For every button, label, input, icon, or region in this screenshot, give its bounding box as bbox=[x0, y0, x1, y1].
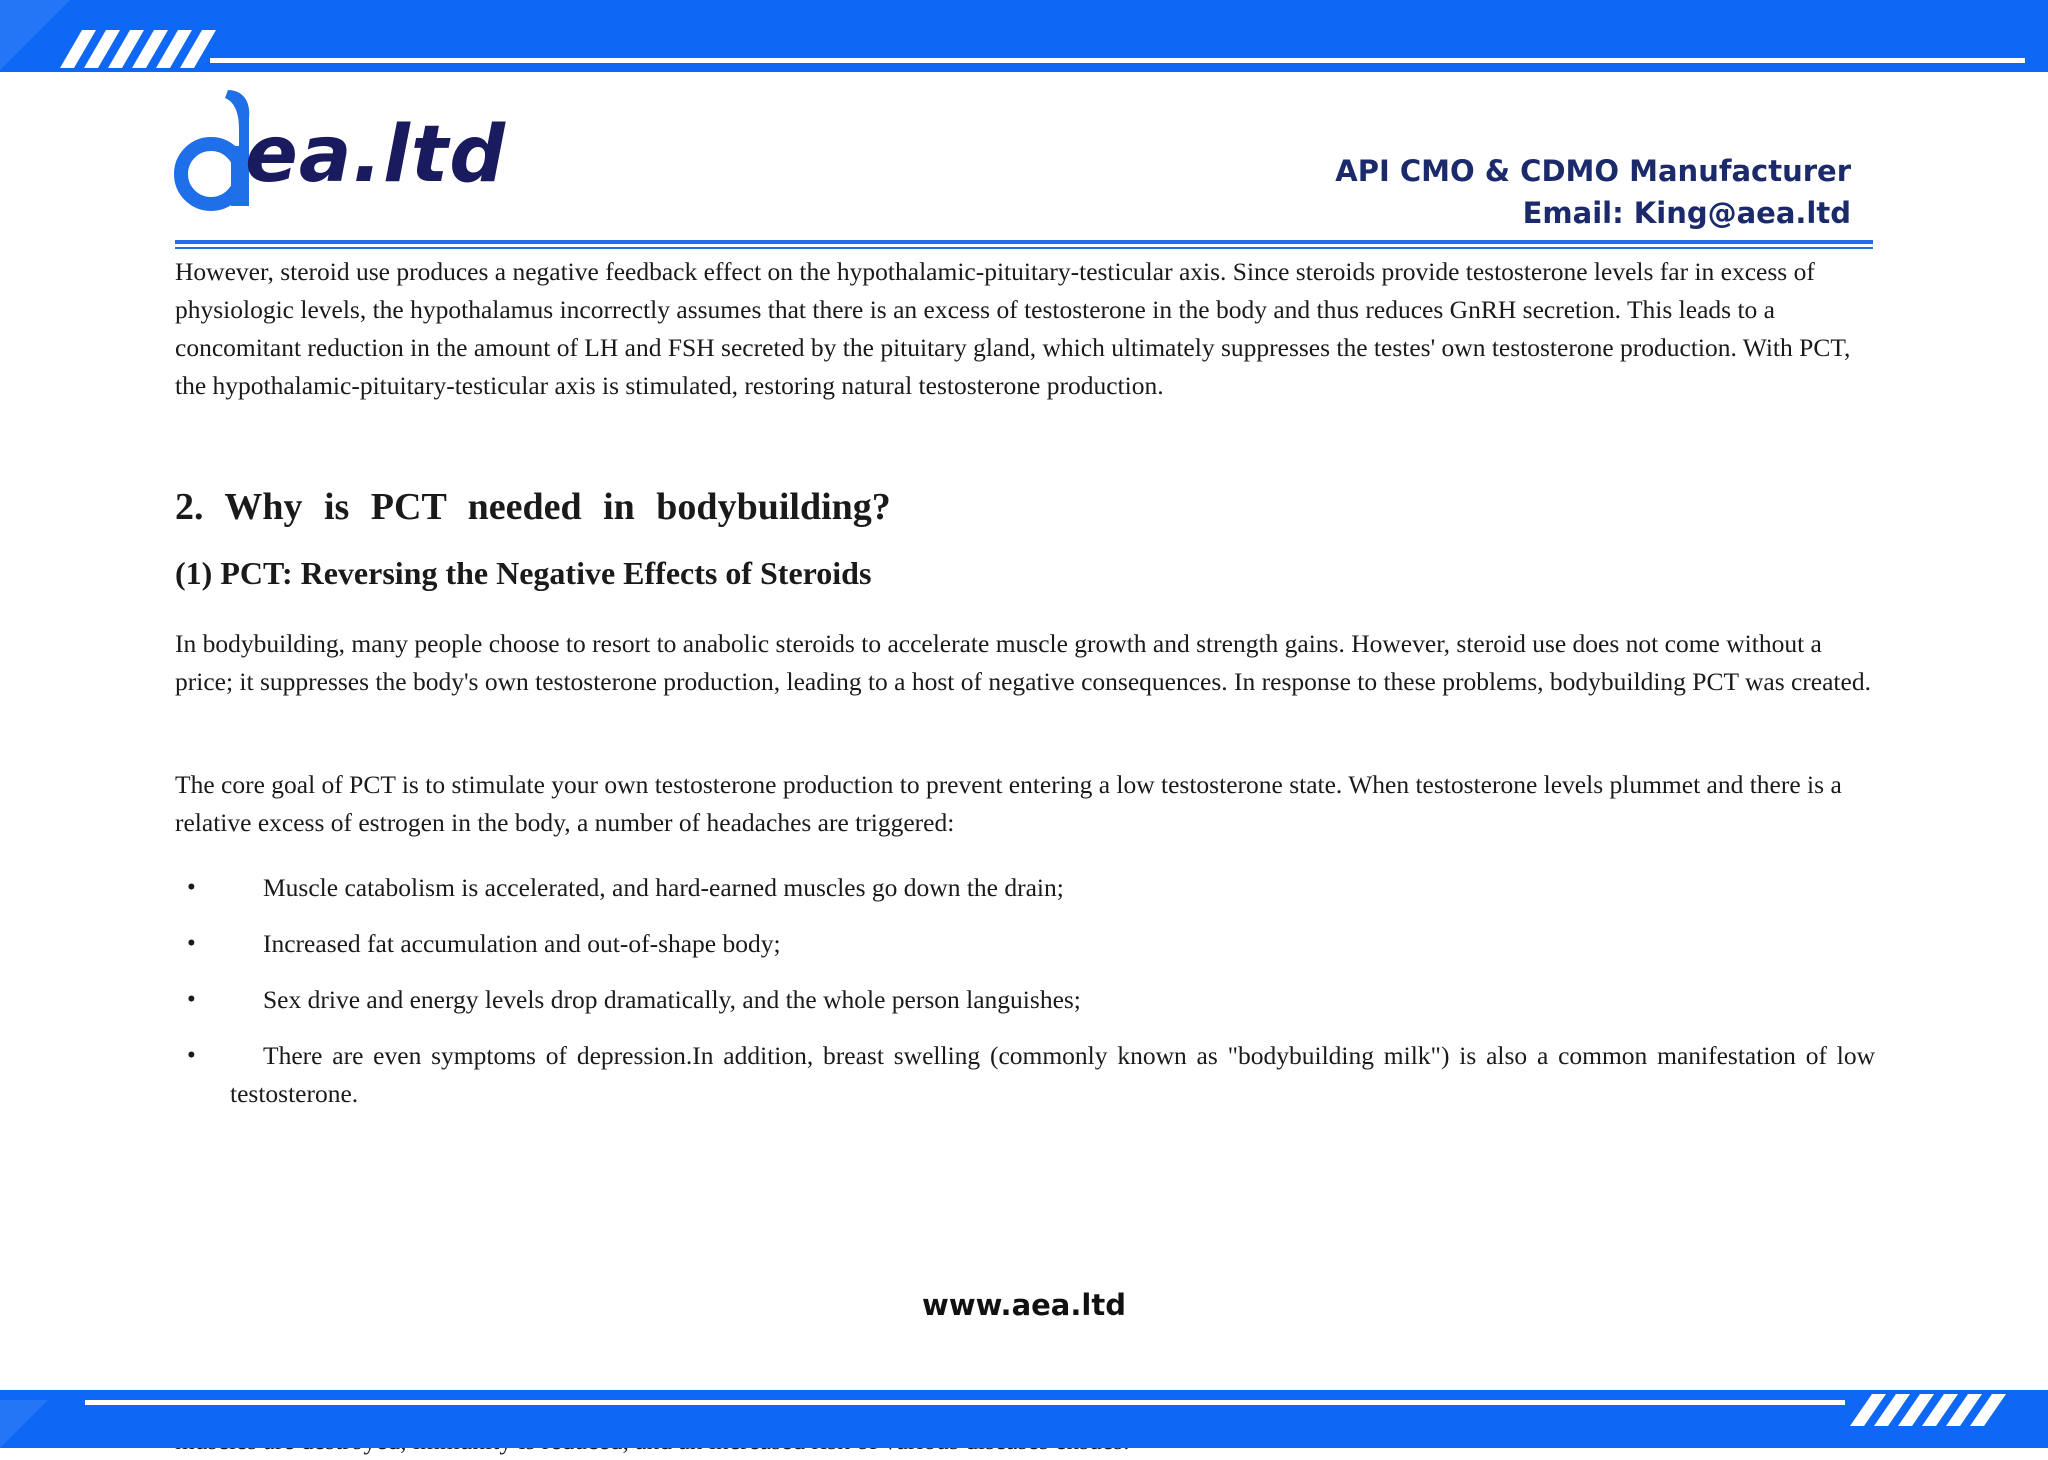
section-heading: 2. Why is PCT needed in bodybuilding? bbox=[175, 486, 891, 528]
bottom-footer-band bbox=[0, 1390, 2048, 1448]
bullet-icon: • bbox=[187, 874, 196, 901]
list-item-text: Muscle catabolism is accelerated, and hard-earned muscles go down the drain; bbox=[263, 873, 1064, 902]
bullet-icon: • bbox=[187, 930, 196, 957]
paragraph-3: The core goal of PCT is to stimulate your own testosterone production to prevent entering a low testosterone state. When testosterone levels plummet and there is a relative excess of estrogen in the body, a number of headaches are triggered: bbox=[175, 770, 1842, 837]
list-item bbox=[175, 925, 1875, 963]
list-item bbox=[175, 1037, 1875, 1113]
header-rule bbox=[175, 240, 1873, 244]
paragraph-2: In bodybuilding, many people choose to resort to anabolic steroids to accelerate muscle growth and strength gains. However, steroid use does not come without a price; it suppresses the body's own testosterone production, leading to a host of negative consequences. In response to these problems, bodybuilding PCT was created. bbox=[175, 629, 1871, 696]
intro-paragraph: However, steroid use produces a negative feedback effect on the hypothalamic-pituitary-testicular axis. Since steroids provide testosterone levels far in excess of physiologic levels, the hypothalamus incorrectly assumes that there is an excess of testosterone in the body and thus reduces GnRH secretion. This leads to a concomitant reduction in the amount of LH and FSH secreted by the pituitary gland, which ultimately suppresses the testes' own testosterone production. With PCT, the hypothalamic-pituitary-testicular axis is stimulated, restoring natural testosterone production. bbox=[175, 257, 1851, 400]
footer-website-link[interactable]: www.aea.ltd bbox=[922, 1288, 1126, 1322]
company-tagline: API CMO & CDMO Manufacturer bbox=[1335, 154, 1851, 188]
symptoms-list bbox=[175, 869, 1875, 1131]
header-contact bbox=[1335, 150, 1851, 234]
list-item-text: Increased fat accumulation and out-of-shape body; bbox=[263, 929, 781, 958]
logo-wordmark: ea.ltd bbox=[245, 110, 507, 200]
contact-email[interactable]: Email: King@aea.ltd bbox=[1522, 196, 1851, 230]
list-item bbox=[175, 869, 1875, 907]
bullet-icon: • bbox=[187, 1042, 196, 1069]
bullet-icon: • bbox=[187, 986, 196, 1013]
list-item-text: Sex drive and energy levels drop dramatically, and the whole person languishes; bbox=[263, 985, 1081, 1014]
list-item bbox=[175, 981, 1875, 1019]
top-header-band bbox=[0, 0, 2048, 72]
subsection-heading: (1) PCT: Reversing the Negative Effects of Steroids bbox=[175, 555, 872, 591]
list-item-text: There are even symptoms of depression.In addition, breast swelling (commonly known as "bodybuilding milk") is also a common manifestation of low testosterone. bbox=[230, 1041, 1875, 1108]
header-rule-thin bbox=[175, 247, 1873, 249]
company-logo bbox=[173, 88, 513, 218]
document-body bbox=[175, 253, 1875, 1108]
